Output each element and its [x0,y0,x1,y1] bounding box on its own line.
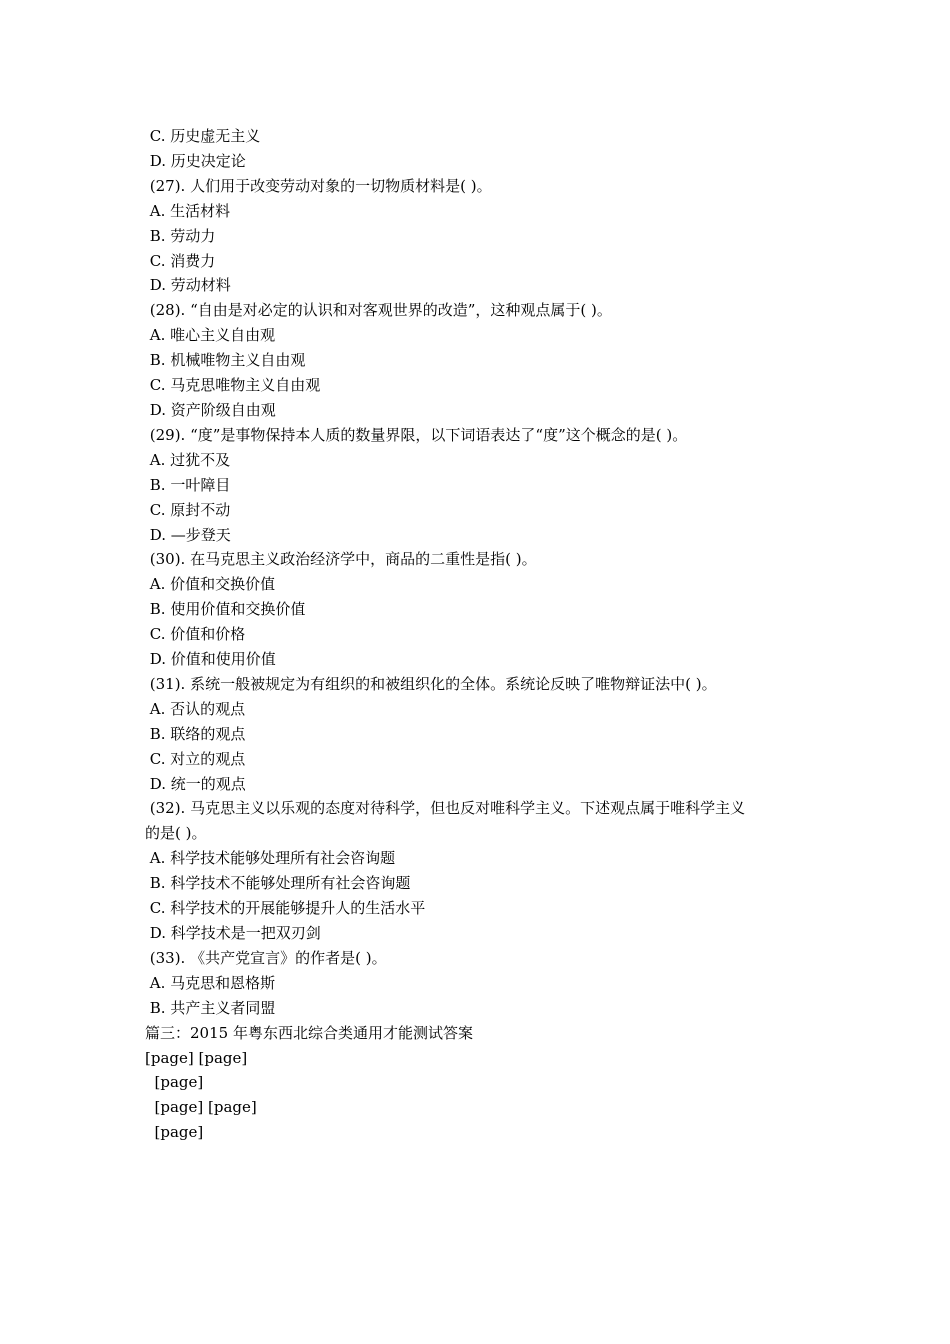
option-line: B. 机械唯物主义自由观 [145,351,306,370]
text-line: D. 历史决定论 [145,151,246,170]
option-line: B. 科学技术不能够处理所有社会咨询题 [145,874,411,893]
option-line: A. 价值和交换价值 [145,575,276,594]
option-line: D. 劳动材料 [145,276,231,295]
option-line: A. 唯心主义自由观 [145,326,276,345]
text-line: C. 历史虚无主义 [145,127,261,145]
option-line: A. 过犹不及 [145,450,231,469]
page-marker-line: [page] [145,1123,204,1142]
option-line: C. 价值和价格 [145,625,246,644]
option-line: C. 原封不动 [145,500,231,519]
option-line: A. 生活材料 [145,201,231,220]
question-30: (30). 在马克思主义政治经济学中，商品的二重性是指( )。 [145,550,537,569]
option-line: B. 联络的观点 [145,724,246,743]
question-29: (29). “度”是事物保持本人质的数量界限，以下词语表达了“度”这个概念的是( )。 [145,425,688,444]
option-line: B. 使用价值和交换价值 [145,600,306,619]
question-32: (32). 马克思主义以乐观的态度对待科学，但也反对唯科学主义。下述观点属于唯科学主义 [145,799,746,818]
option-line: C. 对立的观点 [145,749,246,768]
page-marker-line: [page] [145,1073,204,1092]
option-line: B. 共产主义者同盟 [145,998,276,1017]
document-body [145,124,825,1145]
option-line: D. 资产阶级自由观 [145,400,276,419]
option-line: B. 一叶障目 [145,475,231,494]
page-marker-line: [page] [page] [145,1048,248,1067]
option-line: D. 科学技术是一把双刃剑 [145,924,321,942]
question-28: (28). “自由是对必定的认识和对客观世界的改造”，这种观点属于( )。 [145,301,612,320]
option-line: D. 价值和使用价值 [145,650,276,669]
question-33: (33). 《共产党宣言》的作者是( )。 [145,948,387,967]
option-line: A. 科学技术能够处理所有社会咨询题 [145,849,396,868]
option-line: B. 劳动力 [145,226,216,245]
question-32-continued: 的是( )。 [145,824,207,843]
option-line: D. 统一的观点 [145,774,246,793]
option-line: A. 否认的观点 [145,699,246,718]
option-line: C. 消费力 [145,251,216,270]
option-line: D. —步登天 [145,525,231,544]
option-line: C. 马克思唯物主义自由观 [145,376,321,395]
option-line: A. 马克思和恩格斯 [145,973,276,992]
question-27: (27). 人们用于改变劳动对象的一切物质材料是( )。 [145,176,492,195]
option-line: C. 科学技术的开展能够提升人的生活水平 [145,899,426,918]
page-marker-line: [page] [page] [145,1098,257,1117]
section-heading: 篇三：2015 年粤东西北综合类通用才能测试答案 [145,1023,473,1042]
question-31: (31). 系统一般被规定为有组织的和被组织化的全体。系统论反映了唯物辩证法中( )。 [145,674,717,693]
